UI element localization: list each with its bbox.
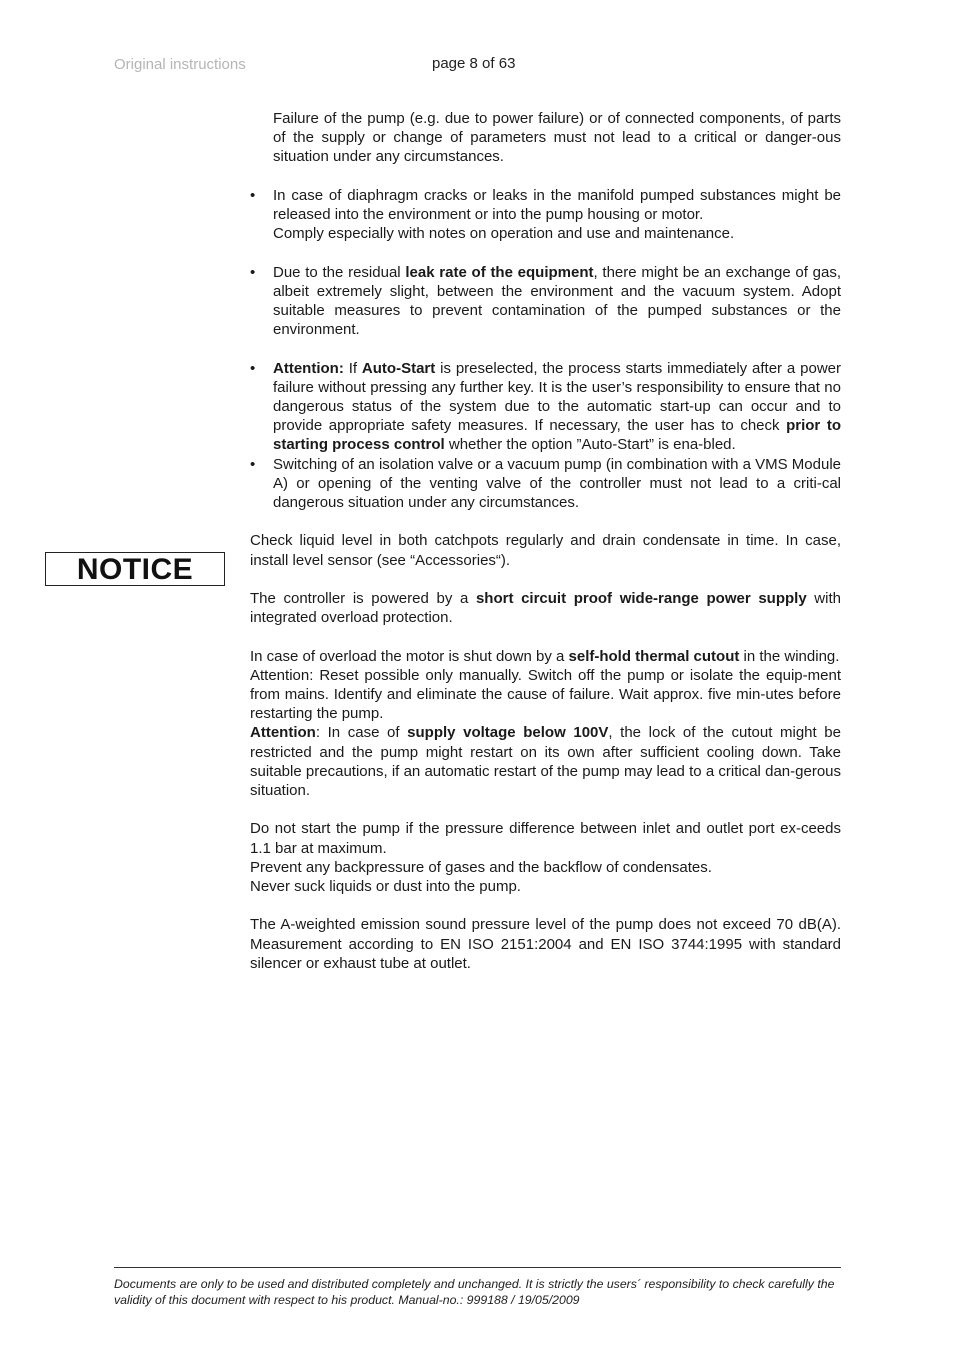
intro-paragraph (250, 109, 841, 167)
notice-sound-level: The A-weighted emission sound pressure level of the pump does not exceed 70 dB(A). Measurement according to EN ISO 2151:2004 and EN ISO 3744:1995 with standard silencer or exhaust tube at outlet. (250, 916, 841, 972)
text-span: In case of overload the motor is shut down by a (250, 647, 569, 665)
bold-span: leak rate of the equipment (405, 263, 594, 281)
bold-span: prior to starting process control (273, 417, 841, 454)
bold-span: short circuit proof wide-range power supply (475, 590, 807, 607)
bullet-isolation-valve-text: Switching of an isolation valve or a vacuum pump (in combination with a VMS Module A) or opening of the venting valve of the controller must not lead to a criti-cal dangerous situation under any circumstances. (273, 455, 841, 512)
notice-reset: Attention: Reset possible only manually. Switch off the pump or isolate the equip-ment from mains. Identify and eliminate the cause of failure. Wait approx. five min-utes before restarting the pump. (250, 666, 841, 723)
text-span: in the winding. (739, 647, 840, 665)
text-span: is preselected, the process starts immediately after a power failure without pressing any further key. It is the user’s responsibility to ensure that no dangerous status of the system due to the automatic start-up can occur and to provide appropriate safety measures. If necessary, the user has to check (273, 359, 842, 435)
text-span: Due to the residual (273, 263, 406, 281)
bullet-leak-rate (250, 263, 841, 340)
notice-pressure-difference: Do not start the pump if the pressure difference between inlet and outlet port ex-ceeds 1.1 bar at maximum. (250, 820, 841, 857)
notice-backpressure: Prevent any backpressure of gases and the backflow of condensates. (250, 858, 712, 876)
bullet-diaphragm (250, 186, 841, 244)
bold-span: Attention (250, 724, 316, 742)
bullet-dot: • (250, 359, 256, 377)
notice-thermal-cutout (250, 647, 841, 666)
footer-disclaimer: Documents are only to be used and distributed completely and unchanged. It is strictly the users´ responsibility to check carefully the validity of this document with respect to his product. Manual-no.: 999188 / 19/05/2009 (114, 1277, 835, 1307)
text-span: : In case of (315, 724, 408, 742)
bullet-isolation-valve (250, 455, 841, 513)
header-document-type: Original instructions (114, 56, 246, 73)
bullet-dot: • (250, 186, 256, 204)
intro-text: Failure of the pump (e.g. due to power failure) or of connected components, of parts of the supply or change of parameters must not lead to a critical or danger-ous situation under any circumstances. (273, 110, 841, 166)
bold-span: Attention: (273, 359, 344, 377)
main-content (250, 109, 841, 973)
notice-low-voltage (250, 723, 841, 800)
text-span: with integrated overload protection. (250, 590, 841, 627)
page-number: page 8 of 63 (432, 55, 516, 72)
notice-liquids: Never suck liquids or dust into the pump. (250, 878, 521, 896)
text-span: whether the option ”Auto-Start” is ena-bled. (444, 436, 736, 454)
bullet-dot: • (250, 263, 256, 281)
bullet-diaphragm-text-2: Comply especially with notes on operation and use and maintenance. (273, 225, 735, 243)
bold-span: supply voltage below 100V (407, 724, 609, 742)
footer-divider (114, 1267, 841, 1268)
text-span: If (343, 359, 362, 377)
bold-span: Auto-Start (361, 359, 436, 377)
notice-power-supply (250, 589, 841, 627)
text-span: , there might be an exchange of gas, albeit extremely slight, between the environment and the vacuum system. Adopt suitable measures to prevent contamination of the pumped substances or the environment. (273, 263, 841, 339)
bullet-auto-start (250, 359, 841, 455)
bold-span: self-hold thermal cutout (568, 647, 740, 665)
notice-catchpots: Check liquid level in both catchpots regularly and drain condensate in time. In case, install level sensor (see “Accessories“). (250, 532, 841, 569)
bullet-dot: • (250, 455, 256, 473)
text-span: , the lock of the cutout might be restricted and the pump might restart on its own after sufficient cooling down. Take suitable precautions, if an automatic restart of the pump may lead to a critical dan-gerous situation. (250, 724, 841, 800)
text-span: The controller is powered by a (250, 590, 476, 607)
bullet-diaphragm-text: In case of diaphragm cracks or leaks in the manifold pumped substances might be released into the environment or into the pump housing or motor. (273, 186, 841, 223)
notice-label: NOTICE (45, 552, 225, 586)
